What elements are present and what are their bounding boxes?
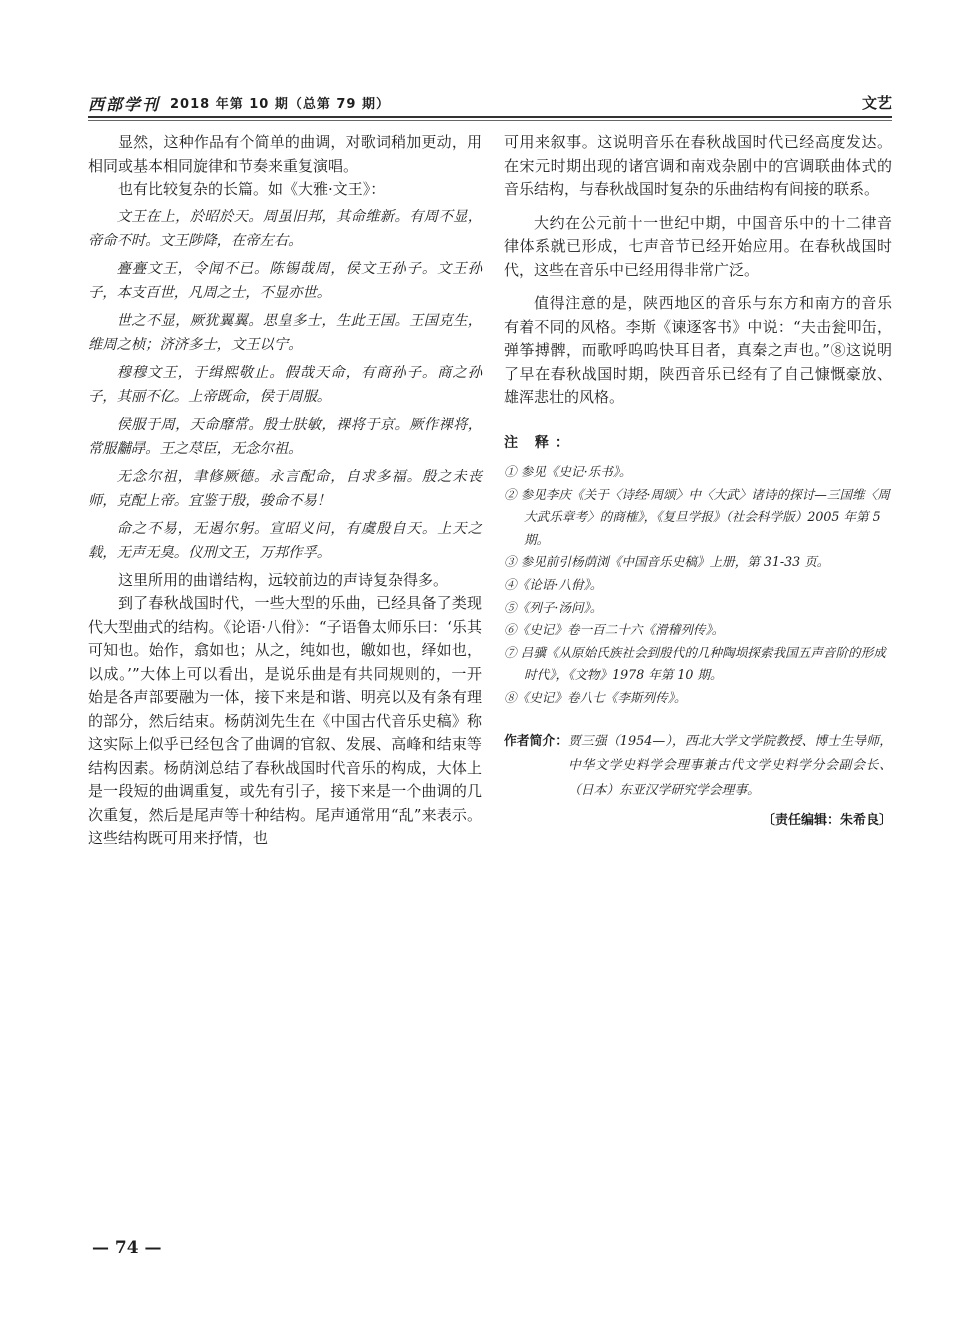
paragraph: 到了春秋战国时代，一些大型的乐曲，已经具备了类现代大型曲式的结构。《论语·八佾》：“子语鲁太师乐曰：‘乐其可知也。始作，翕如也；从之，纯如也，皦如也，绎如也，以成。’”大体上可以看出，是说乐曲是有共同规则的，一开始是各声部要融为一体，接下来是和谐、明亮以及有条有理的部分，然后结束。杨荫浏先生在《中国古代音乐史稿》称这实际上似乎已经包含了曲调的官叙、发展、高峰和结束等结构因素。杨荫浏总结了春秋战国时代音乐的构成，大体上是一段短的曲调重复，或先有引子，接下来是一个曲调的几次重复，然后是尾声等十种结构。尾声通常用“乱”来表示。这些结构既可用来抒情，也 <box>88 594 482 847</box>
paragraph: 显然，这种作品有个简单的曲调，对歌词稍加更动，用相同或基本相同旋律和节奏来重复演唱。 <box>88 133 482 175</box>
header-rule-thin <box>88 120 892 121</box>
paragraph: 大约在公元前十一世纪中期，中国音乐中的十二律音律体系就已形成，七声音节已经开始应用。在春秋战国时代，这些在音乐中已经用得非常广泛。 <box>504 213 892 279</box>
paragraph: 可用来叙事。这说明音乐在春秋战国时代已经高度发达。在宋元时期出现的诸宫调和南戏杂剧中的宫调联曲体式的音乐结构，与春秋战国时复杂的乐曲结构有间接的联系。 <box>504 133 892 198</box>
author-bio <box>504 730 892 804</box>
poem-stanza: 亹亹文王，令闻不已。陈锡哉周，侯文王孙子。文王孙子，本支百世，凡周之士，不显亦世。 <box>88 260 482 301</box>
poem-stanza: 世之不显，厥犹翼翼。思皇多士，生此王国。王国克生，维周之桢；济济多士，文王以宁。 <box>88 312 482 353</box>
notes-heading: 注 释： <box>504 434 575 451</box>
note-item: ⑧《史记》卷八七《李斯列传》。 <box>504 689 687 705</box>
section-name: 文艺 <box>861 94 892 112</box>
poem-stanza: 无念尔祖，聿修厥德。永言配命，自求多福。殷之未丧师，克配上帝。宜鉴于殷，骏命不易！ <box>88 468 482 509</box>
left-column <box>88 131 482 851</box>
page-number: — 74 — <box>92 1238 162 1258</box>
header-rule <box>88 116 892 118</box>
note-item: ⑤《列子·汤问》。 <box>504 599 603 615</box>
right-column <box>504 131 892 833</box>
note-item: ⑥《史记》卷一百二十六《滑稽列传》。 <box>504 622 725 638</box>
author-bio-label: 作者简介： <box>504 733 568 749</box>
poem-stanza: 穆穆文王，于缉熙敬止。假哉天命，有商孙子。商之孙子，其丽不亿。上帝既命，侯于周服。 <box>88 364 482 405</box>
paragraph: 这里所用的曲谱结构，远较前边的声诗复杂得多。 <box>118 570 449 589</box>
responsible-editor: 〔责任编辑：朱希良〕 <box>761 813 892 829</box>
note-item: ④《论语·八佾》。 <box>504 576 603 592</box>
note-item: ⑦ 吕骥《从原始氏族社会到殷代的几种陶埙探索我国五声音阶的形成时代》，《文物》1978 年第 10 期。 <box>504 644 886 683</box>
running-header <box>88 92 892 118</box>
author-bio-text: 贾三强（1954—），西北大学文学院教授、博士生导师，中华文学史料学会理事兼古代文学史料学分会副会长、（日本）东亚汉学研究学会理事。 <box>567 733 892 798</box>
note-item: ① 参见《史记·乐书》。 <box>504 464 632 479</box>
poem-stanza: 命之不易，无遏尔躬。宣昭义问，有虞殷自天。上天之载，无声无臭。仪刑文王，万邦作孚。 <box>88 520 482 561</box>
poem-stanza: 文王在上，於昭於天。周虽旧邦，其命维新。有周不显，帝命不时。文王陟降，在帝左右。 <box>88 208 482 249</box>
journal-name: 西部学刊 <box>88 95 161 114</box>
notes-list <box>504 461 892 710</box>
note-item: ③ 参见前引杨荫浏《中国音乐史稿》上册，第 31-33 页。 <box>504 554 830 570</box>
paragraph: 值得注意的是，陕西地区的音乐与东方和南方的音乐有着不同的风格。李斯《谏逐客书》中说：“夫击瓮叩缶，弹筝搏髀，而歌呼呜呜快耳目者，真秦之声也。”⑧这说明了早在春秋战国时期，陕西音乐已经有了自己慷慨豪放、雄浑悲壮的风格。 <box>504 294 892 406</box>
note-item: ② 参见李庆《关于〈诗经·周颂〉中〈大武〉诸诗的探讨—三国维〈周大武乐章考〉的商榷》，《复旦学报》（社会科学版）2005 年第 5 期。 <box>504 486 890 547</box>
issue-info: 2018 年第 10 期（总第 79 期） <box>170 97 390 112</box>
paragraph: 也有比较复杂的长篇。如《大雅·文王》： <box>118 180 386 198</box>
poem-stanza: 侯服于周，天命靡常。殷士肤敏，祼将于京。厥作祼将，常服黼冔。王之荩臣，无念尔祖。 <box>88 416 482 457</box>
